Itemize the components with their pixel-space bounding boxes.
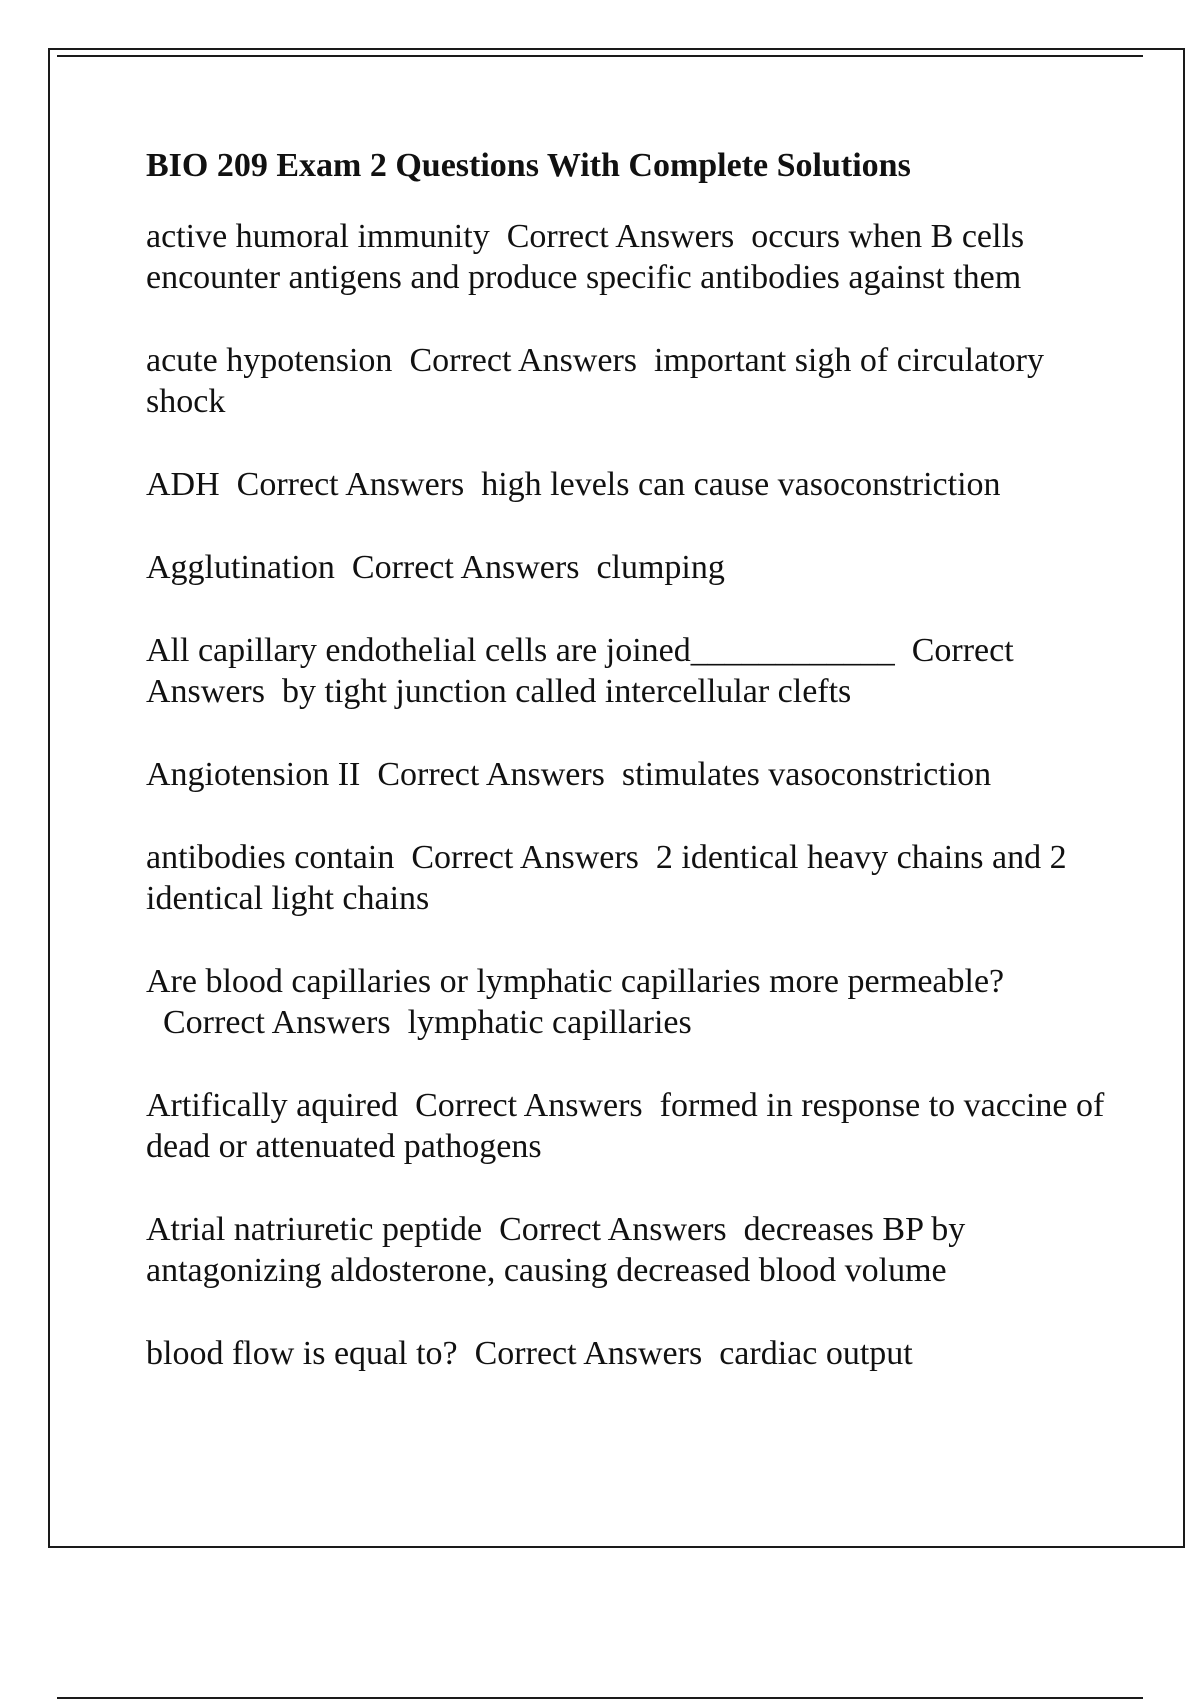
qa-answer: high levels can cause vasoconstriction <box>481 466 1001 503</box>
qa-separator: Correct Answers <box>163 1004 391 1041</box>
qa-item <box>146 961 1106 1043</box>
qa-answer: clumping <box>596 549 725 586</box>
qa-separator: Correct Answers <box>236 466 465 503</box>
qa-answer: cardiac output <box>719 1335 913 1372</box>
qa-separator: Correct Answers <box>409 342 637 379</box>
qa-separator: Correct Answers <box>351 549 580 586</box>
qa-term: Are blood capillaries or lymphatic capillaries more permeable? <box>146 963 1005 1000</box>
qa-answer: decreases BP by antagonizing aldosterone, causing decreased blood volume <box>146 1211 966 1289</box>
qa-item <box>146 340 1106 422</box>
qa-separator: Correct Answers <box>415 1087 643 1124</box>
qa-answer: occurs when B cells encounter antigens and produce specific antibodies against them <box>146 218 1025 296</box>
qa-answer: formed in response to vaccine of dead or attenuated pathogens <box>146 1087 1105 1165</box>
qa-item <box>146 1333 1106 1374</box>
qa-term: ADH <box>146 466 220 503</box>
qa-answer: by tight junction called intercellular clefts <box>281 673 852 710</box>
qa-separator: Correct Answers <box>506 218 735 255</box>
header-rule <box>57 55 1143 57</box>
qa-separator: Correct Answers <box>411 839 639 876</box>
qa-item <box>146 1209 1106 1291</box>
qa-separator: Correct Answers <box>499 1211 727 1248</box>
qa-item <box>146 464 1106 505</box>
qa-item <box>146 630 1106 712</box>
footer-rule <box>57 1697 1143 1699</box>
document-body <box>146 140 1106 1416</box>
qa-term: Angiotension II <box>146 756 361 793</box>
qa-answer: stimulates vasoconstriction <box>621 756 992 793</box>
qa-answer: important sigh of circulatory shock <box>146 342 1044 420</box>
qa-separator: Correct Answers <box>377 756 605 793</box>
qa-term: acute hypotension <box>146 342 393 379</box>
qa-answer: lymphatic capillaries <box>407 1004 692 1041</box>
qa-term: antibodies contain <box>146 839 395 876</box>
qa-answer: 2 identical heavy chains and 2 identical light chains <box>146 839 1067 917</box>
qa-item <box>146 837 1106 919</box>
qa-separator: Correct Answers <box>146 632 1014 710</box>
qa-term: Agglutination <box>146 549 335 586</box>
qa-term: Atrial natriuretic peptide <box>146 1211 483 1248</box>
qa-item <box>146 754 1106 795</box>
qa-item <box>146 1085 1106 1167</box>
qa-term: Artifically aquired <box>146 1087 399 1124</box>
qa-term: active humoral immunity <box>146 218 490 255</box>
qa-item <box>146 216 1106 298</box>
qa-item <box>146 547 1106 588</box>
document-title: BIO 209 Exam 2 Questions With Complete Solutions <box>146 147 911 184</box>
qa-separator: Correct Answers <box>474 1335 703 1372</box>
qa-term: All capillary endothelial cells are joined____________ <box>146 632 895 669</box>
qa-term: blood flow is equal to? <box>146 1335 458 1372</box>
